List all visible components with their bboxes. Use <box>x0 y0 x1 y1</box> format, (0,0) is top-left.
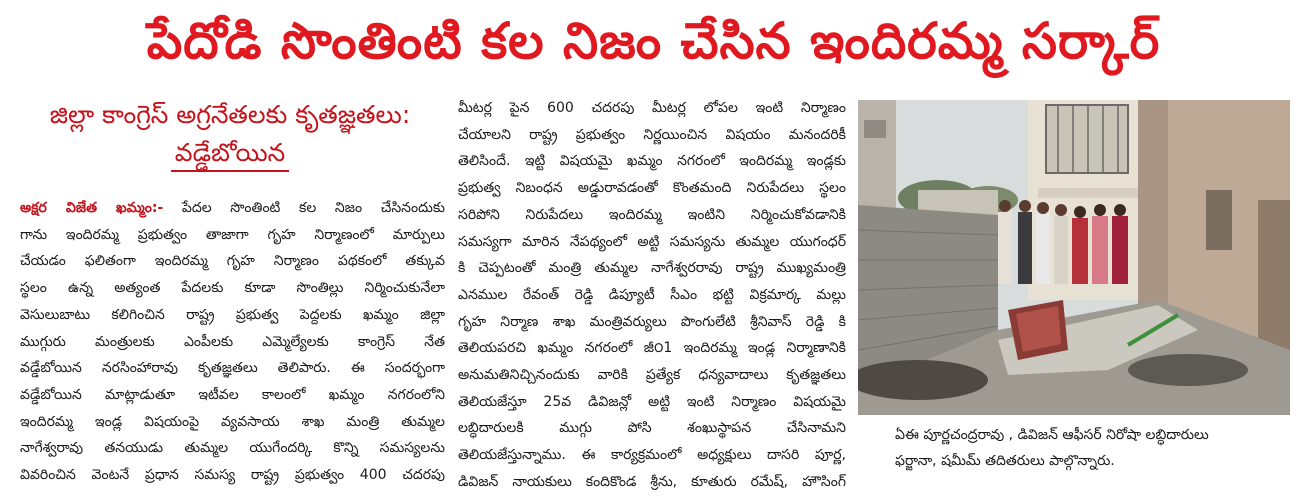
byline: అక్షర విజేత ఖమ్మం:- <box>20 200 164 216</box>
column-2-line: కి చెప్పటంతో మంత్రి తుమ్మల నాగేశ్వరరావు రాష్ట్ర ముఖ్యమంత్రి <box>458 260 846 277</box>
column-2-line: అనుమతినిచ్చినందుకు వారికి ప్రత్యేక ధన్యవాదాలు కృతజ్ఞతలు <box>458 367 846 384</box>
column-1-line: నాగేశ్వరావు తనయుడు తుమ్మల యుగేందర్కి కొన్ని సమస్యలను <box>20 440 445 457</box>
column-1-line: అక్షర విజేత ఖమ్మం:- పేదల సొంతింటి కల నిజం చేసినందుకు <box>20 200 445 216</box>
caption-line: ఫర్జానా, షమీమ్ తదితరులు పాల్గొన్నారు. <box>895 453 1115 469</box>
column-2-line: చేయాలని రాష్ట్ర ప్రభుత్వం నిర్ణయించిన విషయం మనందరికీ <box>458 126 846 143</box>
column-1-line: చేయడం ఫలితంగా ఇందిరమ్మ గృహ నిర్మాణం పథకంలో తక్కువ <box>20 253 445 270</box>
column-1-line: వడ్డేబోయిన నరసింహారావు కృతజ్ఞతలు తెలిపారు. ఈ సందర్భంగా <box>20 360 445 377</box>
news-photo <box>858 100 1290 415</box>
sub-heading <box>20 96 440 172</box>
column-2-line: మీటర్ల పైన 600 చదరపు మీటర్ల లోపల ఇంటి నిర్మాణం <box>458 100 846 116</box>
caption-line: ఏఈ పూర్ణచంద్రరావు , డివిజన్ ఆఫీసర్ నిరోషా లబ్ధిదారులు <box>895 427 1209 443</box>
column-2-line: ఎనముల రేవంత్ రెడ్డి డిప్యూటీ సీఎం భట్టి విక్రమార్క మల్లు <box>458 286 846 303</box>
column-1-line: స్థలం ఉన్న అత్యంత పేదలకు కూడా సొంతిల్లు నిర్మించుకునేలా <box>20 280 445 297</box>
column-2-line: సరిపోని నిరుపేదలు ఇందిరమ్మ ఇంటిని నిర్మించుకోవడానికి <box>458 206 846 223</box>
column-1-line: వివరించిన వెంటనే ప్రధాన సమస్య రాష్ట్ర ప్రభుత్వం 400 చదరపు <box>20 467 445 484</box>
column-2-line: ప్రభుత్వ నిబంధన అడ్డురావడంతో కొంతమంది నిరుపేదలు స్థలం <box>458 180 846 197</box>
column-2-line: తెలియపరచి ఖమ్మం నగరంలో జీ౦1 ఇందిరమ్మ ఇండ్ల నిర్మాణానికి <box>458 340 846 357</box>
column-1-line: వడ్డేబోయిన మాట్లాడుతూ ఇటీవల కాలంలో ఖమ్మం నగరంలోని <box>20 386 445 403</box>
article-column-1 <box>20 195 445 489</box>
sub-heading-line-1: జిల్లా కాంగ్రెస్ అగ్రనేతలకు కృతజ్ఞతలు: <box>49 100 411 129</box>
column-2-line: గృహ నిర్మాణ శాఖ మంత్రివర్యులు పొంగులేటి శ్రీనివాస్ రెడ్డి కి <box>458 313 846 330</box>
column-2-line: డివిజన్ నాయకులు కందికొండ శ్రీను, కూతురు రమేష్, హౌసింగ్ <box>458 473 846 490</box>
column-2-line: తెలియజేస్తూ 25వ డివిజన్లో అట్టి ఇంటి నిర్మాణం విషయమై <box>458 393 846 410</box>
column-2-line: లబ్ధిదారులకి ముగ్గు పోసి శంఖుస్థాపన చేసినామని <box>458 420 846 437</box>
column-1-line: ముగ్గురు మంత్రులకు ఎంపీలకు ఎమ్మెల్యేలకు కాంగ్రెస్ నేత <box>20 333 445 350</box>
article-column-2 <box>458 95 846 496</box>
column-2-line: తెలియజేస్తున్నాము. ఈ కార్యక్రమంలో అధ్యక్షులు దాసరి పూర్ణ, <box>458 447 846 464</box>
column-1-line: గాను ఇందిరమ్మ ప్రభుత్వం తాజాగా గృహ నిర్మాణంలో మార్పులు <box>20 226 445 243</box>
photo-caption <box>895 422 1295 474</box>
column-1-line: వెసులుబాటు కలిగించిన రాష్ట్ర ప్రభుత్వ పెద్దలకు ఖమ్మం జిల్లా <box>20 306 445 323</box>
column-2-line: సమస్యగా మారిన నేపథ్యంలో అట్టి సమస్యను తుమ్మల యుగంధర్ <box>458 233 846 250</box>
column-2-line: తెలిసిందే. ఇట్టి విషయమై ఖమ్మం నగరంలో ఇందిరమ్మ ఇండ్లకు <box>458 153 846 170</box>
column-1-line: ఇందిరమ్మ ఇండ్ల విషయంపై వ్యవసాయ శాఖ మంత్రి తుమ్మల <box>20 413 445 430</box>
sub-heading-line-2: వడ్డేబోయిన <box>171 136 289 172</box>
headline: పేదోడి సొంతింటి కల నిజం చేసిన ఇందిరమ్మ సర్కార్ <box>146 12 1161 70</box>
